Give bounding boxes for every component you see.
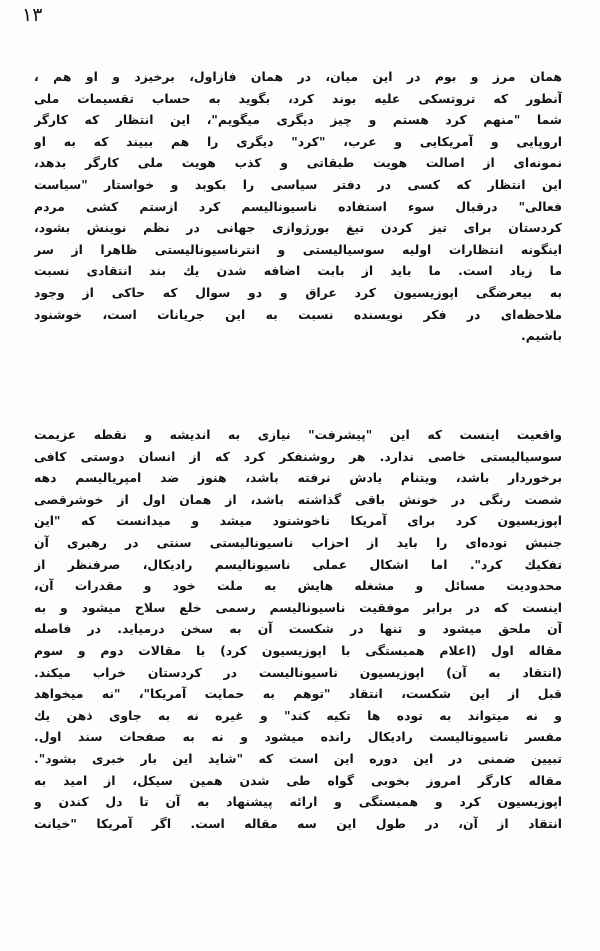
text-line: و نه میتواند به توده ها تکیه کند" و غیره نه به جاوی ذهن یك — [34, 707, 562, 723]
paragraph-1 — [34, 66, 562, 347]
text-line: اینست که در برابر موفقیت ناسیونالیسم رسمی خلع سلاح میشود و به — [34, 599, 562, 615]
text-line: به بیعرضگی اپوزیسیون کرد عراق و دو سوال که حاکی از وجود — [34, 284, 562, 300]
text-line: اپوزیسیون کرد و همبستگی و ارائه پیشنهاد به آن تا دل کندن و — [34, 794, 562, 810]
text-line: قبل از این شکست، انتقاد "توهم به حمایت آمریکا"، "نه میخواهد — [34, 686, 562, 702]
text-line: نمونه‌ای از اصالت هویت طبقاتی و کذب هویت ملی کارگر بدهد، — [34, 155, 562, 171]
text-line: فعالی" درقبال سوء استفاده ناسیونالیسم کرد ازستم کشی مردم — [34, 198, 562, 214]
text-line: مقاله اول (اعلام همبستگی با اپوزیسیون کرد) با مقالات دوم و سوم — [34, 642, 562, 658]
text-line: تفکیك کرد". اما اشکال عملی ناسیونالیسم رادیکال، صرفنظر از — [34, 556, 562, 572]
text-line: کردستان برای تیز کردن تیغ بورژوازی جهانی در نظم نوینش بشود، — [34, 220, 562, 236]
text-line: ما زیاد است. ما باید از بابت اضافه شدن یك بند انتقادی نسبت — [34, 263, 562, 279]
text-line: مقاله کارگر امروز بخوبی گواه طی شدن همین سیکل، از امید به — [34, 772, 562, 788]
text-line: انتقاد از آن، در طول این سه مقاله است. اگر آمریکا "خیانت — [34, 815, 562, 831]
text-line: جنبش توده‌ای را باید از احزاب ناسیونالیستی سنتی در رهبری آن — [34, 534, 562, 550]
page-number: ١٣ — [22, 4, 43, 26]
text-line: برخوردار باشد، ویتنام یادش نرفته باشد، هنوز ضد امپریالیسم دهه — [34, 470, 562, 486]
text-line: آن ملحق میشود و تنها در شکست آن به سخن درمیاید. در فاصله — [34, 621, 562, 637]
text-line: (انتقاد به آن) اپوزیسیون ناسیونالیست در کردستان خراب میکند. — [34, 664, 562, 680]
text-line: همان مرز و بوم در این میان، در همان فازاول، برخیزد و او هم ، — [34, 69, 562, 84]
paragraph-2 — [34, 424, 562, 834]
text-line: آنطور که تروتسکی علیه بوند کرد، بگوید به حساب تقسیمات ملی — [34, 90, 562, 106]
text-line: مفسر ناسیونالیست رادیکال رانده میشود و نه به صفحات سند اول. — [34, 729, 562, 745]
text-line: شصت رنگی در خونش باقی گذاشته باشد، از همان اول از خوشرقصی — [34, 491, 562, 507]
text-line: تبیین ضمنی در این دوره این است که "شاید این بار خبری بشود". — [34, 750, 562, 766]
text-line: ملاحظه‌ای در فکر نویسنده نسبت به این جریانات است، خوشنود — [34, 306, 562, 322]
text-line: باشیم. — [521, 328, 562, 344]
text-line: اپوزیسیون کرد برای آمریکا ناخوشنود میشد و میدانست که "این — [34, 513, 562, 529]
text-line: واقعیت اینست که این "پیشرفت" نیازی به اندیشه و نقطه عزیمت — [34, 427, 562, 442]
text-line: محدودیت مسائل و مشغله هایش به ملت خود و مقدرات آن، — [34, 578, 562, 594]
text-line: اروپایی و آمریکایی و عرب، "کرد" دیگری را هم ببیند که به او — [34, 133, 562, 149]
text-line: این انتظار که کسی در دفتر سیاسی را بکوبد و خواستار "سیاست — [34, 176, 562, 192]
text-line: اینگونه انتظارات اولیه سوسیالیستی و انترناسیونالیستی ظاهرا از سر — [34, 241, 562, 257]
text-line: شما "منهم کرد هستم و چیز دیگری میگویم"، این انتظار که کارگر — [34, 112, 562, 128]
text-line: سوسیالیستی خاصی ندارد. هر روشنفکر کرد که از انسان دوستی کافی — [34, 448, 562, 464]
